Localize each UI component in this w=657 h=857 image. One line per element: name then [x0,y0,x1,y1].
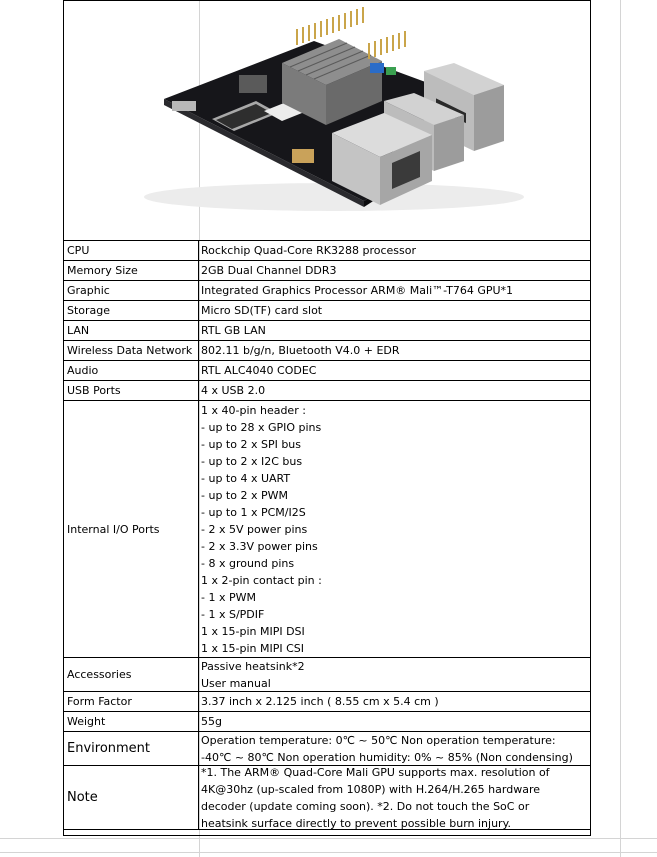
spec-row-form-factor [64,692,590,712]
spec-value-line: 1 x 15-pin MIPI CSI [201,641,304,655]
spec-value-line: - 8 x ground pins [201,556,295,570]
gridline [0,852,657,853]
spec-label: Internal I/O Ports [64,401,199,657]
spec-value-line: *1. The ARM® Quad-Core Mali GPU supports max. resolution of 4K@30hz (up-scaled from 1080P) with H.264/H.265 hardware decoder (update coming soon). *2. Do not touch the SoC or heatsink surface directly to prevent possible burn injury. [201,765,550,830]
spec-value-line: Rockchip Quad-Core RK3288 processor [201,244,416,257]
spec-row-internal-i-o-ports [64,401,590,658]
spec-label: LAN [64,321,199,340]
spec-row-storage [64,301,590,321]
spec-value-line: User manual [201,676,271,690]
spec-row-note [64,766,590,830]
spec-value-line: 4 x USB 2.0 [201,384,266,397]
spec-value-line: - 1 x S/PDIF [201,607,265,621]
spec-row-usb-ports [64,381,590,401]
spec-value-line: 55g [201,715,222,728]
spec-value-line: - up to 4 x UART [201,471,291,485]
board-image [64,1,590,239]
spec-value [199,301,590,320]
spec-value-line: 1 x 15-pin MIPI DSI [201,624,305,638]
spec-label: Weight [64,712,199,731]
spec-value-line: - 2 x 5V power pins [201,522,308,536]
spec-value [199,766,590,829]
spec-value [199,341,590,360]
spec-sheet [63,0,591,836]
spec-value-line: - 2 x 3.3V power pins [201,539,318,553]
spec-value-line: 2GB Dual Channel DDR3 [201,264,337,277]
spec-label: Form Factor [64,692,199,711]
spec-value-line: - up to 2 x I2C bus [201,454,303,468]
spec-value [199,381,590,400]
spec-value-line: - up to 2 x SPI bus [201,437,301,451]
spec-value-line: Operation temperature: 0℃ ~ 50℃ Non operation temperature: -40℃ ~ 80℃ Non operation humidity: 0% ~ 85% (Non condensing) [201,733,573,764]
spec-row-accessories [64,658,590,692]
spec-value [199,361,590,380]
spec-row-environment [64,732,590,766]
spec-row-memory-size [64,261,590,281]
spec-value-line: 802.11 b/g/n, Bluetooth V4.0 + EDR [201,344,400,357]
spec-value [199,401,590,657]
spec-label: Note [64,766,199,829]
spec-value-line: 1 x 2-pin contact pin : [201,573,322,587]
spec-row-lan [64,321,590,341]
spec-label: Audio [64,361,199,380]
spec-value-line: - up to 28 x GPIO pins [201,420,322,434]
spec-value [199,281,590,300]
spec-value [199,241,590,260]
spec-value-line: Passive heatsink*2 [201,659,305,673]
spec-value [199,321,590,340]
spec-value [199,261,590,280]
gridline [0,838,657,839]
spec-label: Environment [64,732,199,765]
spec-value [199,658,590,691]
spec-label: CPU [64,241,199,260]
spec-value [199,732,590,765]
product-photo-cell [64,1,590,241]
spec-value-line: - up to 2 x PWM [201,488,288,502]
spec-value-line: RTL GB LAN [201,324,266,337]
spec-value-line: Integrated Graphics Processor ARM® Mali™-T764 GPU*1 [201,284,514,297]
spec-row-wireless-data-network [64,341,590,361]
spec-label: Memory Size [64,261,199,280]
spec-label: Graphic [64,281,199,300]
spec-value-line: - 1 x PWM [201,590,256,604]
spec-value-line: 3.37 inch x 2.125 inch ( 8.55 cm x 5.4 cm ) [201,695,439,708]
spec-value-line: - up to 1 x PCM/I2S [201,505,306,519]
gridline [620,0,621,857]
spec-row-audio [64,361,590,381]
spec-label: Storage [64,301,199,320]
spec-value-line: RTL ALC4040 CODEC [201,364,317,377]
spec-row-graphic [64,281,590,301]
spec-value-line: 1 x 40-pin header : [201,403,306,417]
spec-value [199,692,590,711]
spec-value [199,712,590,731]
spec-label: USB Ports [64,381,199,400]
spec-value-line: Micro SD(TF) card slot [201,304,323,317]
spec-row-weight [64,712,590,732]
spec-label: Wireless Data Network [64,341,199,360]
spec-row-cpu [64,241,590,261]
spec-label: Accessories [64,658,199,691]
